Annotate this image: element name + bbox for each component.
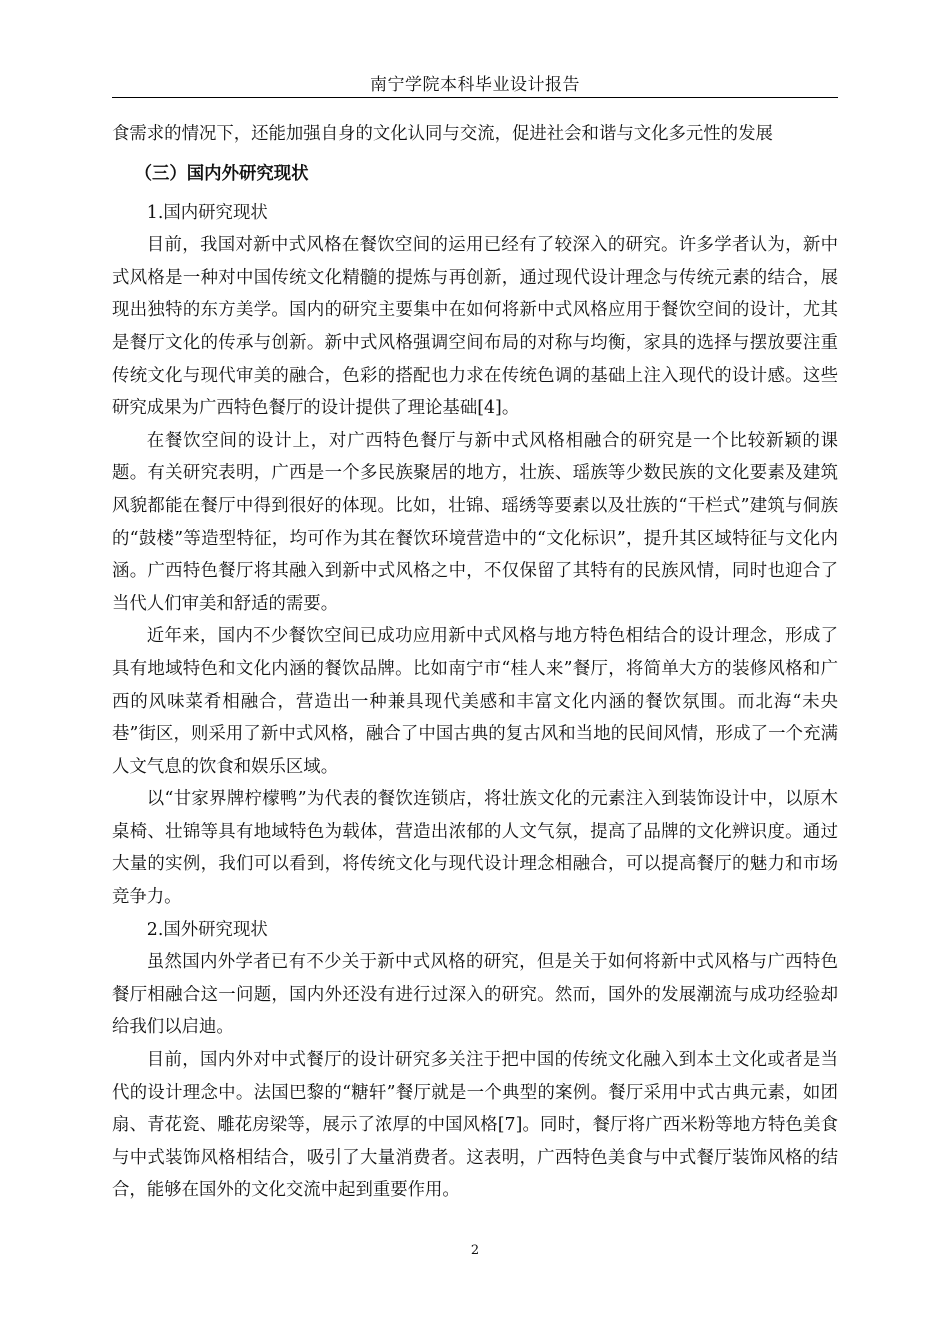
page-number: 2 bbox=[470, 1243, 480, 1258]
domestic-paragraph-4: 以“甘家界牌柠檬鸭”为代表的餐饮连锁店，将壮族文化的元素注入到装饰设计中，以原木桌椅、壮锦等具有地域特色为载体，营造出浓郁的人文气氛，提高了品牌的文化辨识度。通过大量的实例，我们可以看到，将传统文化与现代设计理念相融合，可以提高餐厅的魅力和市场竞争力。 bbox=[112, 789, 838, 908]
domestic-paragraph-3: 近年来，国内不少餐饮空间已成功应用新中式风格与地方特色相结合的设计理念，形成了具有地域特色和文化内涵的餐饮品牌。比如南宁市“桂人来”餐厅，将简单大方的装修风格和广西的风味菜肴相融合，营造出一种兼具现代美感和丰富文化内涵的餐饮氛围。而北海“未央巷”街区，则采用了新中式风格，融合了中国古典的复古风和当地的民间风情，形成了一个充满人文气息的饮食和娱乐区域。 bbox=[112, 626, 838, 777]
domestic-paragraph-1: 目前，我国对新中式风格在餐饮空间的运用已经有了较深入的研究。许多学者认为，新中式风格是一种对中国传统文化精髓的提炼与再创新，通过现代设计理念与传统元素的结合，展现出独特的东方美学。国内的研究主要集中在如何将新中式风格应用于餐饮空间的设计，尤其是餐厅文化的传承与创新。新中式风格强调空间布局的对称与均衡，家具的选择与摆放要注重传统文化与现代审美的融合，色彩的搭配也力求在传统色调的基础上注入现代的设计感。这些研究成果为广西特色餐厅的设计提供了理论基础[4]。 bbox=[112, 235, 838, 419]
document-body bbox=[112, 118, 838, 1207]
header-divider bbox=[112, 97, 838, 98]
foreign-research-heading: 2.国外研究现状 bbox=[146, 919, 268, 940]
continuation-paragraph: 食需求的情况下，还能加强自身的文化认同与交流，促进社会和谐与文化多元性的发展 bbox=[112, 124, 773, 144]
domestic-paragraph-2: 在餐饮空间的设计上，对广西特色餐厅与新中式风格相融合的研究是一个比较新颖的课题。有关研究表明，广西是一个多民族聚居的地方，壮族、瑶族等少数民族的文化要素及建筑风貌都能在餐厅中得到很好的体现。比如，壮锦、瑶绣等要素以及壮族的“干栏式”建筑与侗族的“鼓楼”等造型特征，均可作为其在餐饮环境营造中的“文化标识”，提升其区域特征与文化内涵。广西特色餐厅将其融入到新中式风格之中，不仅保留了其特有的民族风情，同时也迎合了当代人们审美和舒适的需要。 bbox=[112, 430, 838, 614]
section-heading: （三）国内外研究现状 bbox=[134, 163, 309, 184]
page-header-title: 南宁学院本科毕业设计报告 bbox=[370, 75, 580, 95]
domestic-research-heading: 1.国内研究现状 bbox=[146, 202, 268, 223]
foreign-paragraph-1: 虽然国内外学者已有不少关于新中式风格的研究，但是关于如何将新中式风格与广西特色餐厅相融合这一问题，国内外还没有进行过深入的研究。然而，国外的发展潮流与成功经验却给我们以启迪。 bbox=[112, 952, 838, 1038]
foreign-paragraph-2: 目前，国内外对中式餐厅的设计研究多关注于把中国的传统文化融入到本土文化或者是当代的设计理念中。法国巴黎的“糖轩”餐厅就是一个典型的案例。餐厅采用中式古典元素，如团扇、青花瓷、雕花房梁等，展示了浓厚的中国风格[7]。同时，餐厅将广西米粉等地方特色美食与中式装饰风格相结合，吸引了大量消费者。这表明，广西特色美食与中式餐厅装饰风格的结合，能够在国外的文化交流中起到重要作用。 bbox=[112, 1050, 838, 1201]
